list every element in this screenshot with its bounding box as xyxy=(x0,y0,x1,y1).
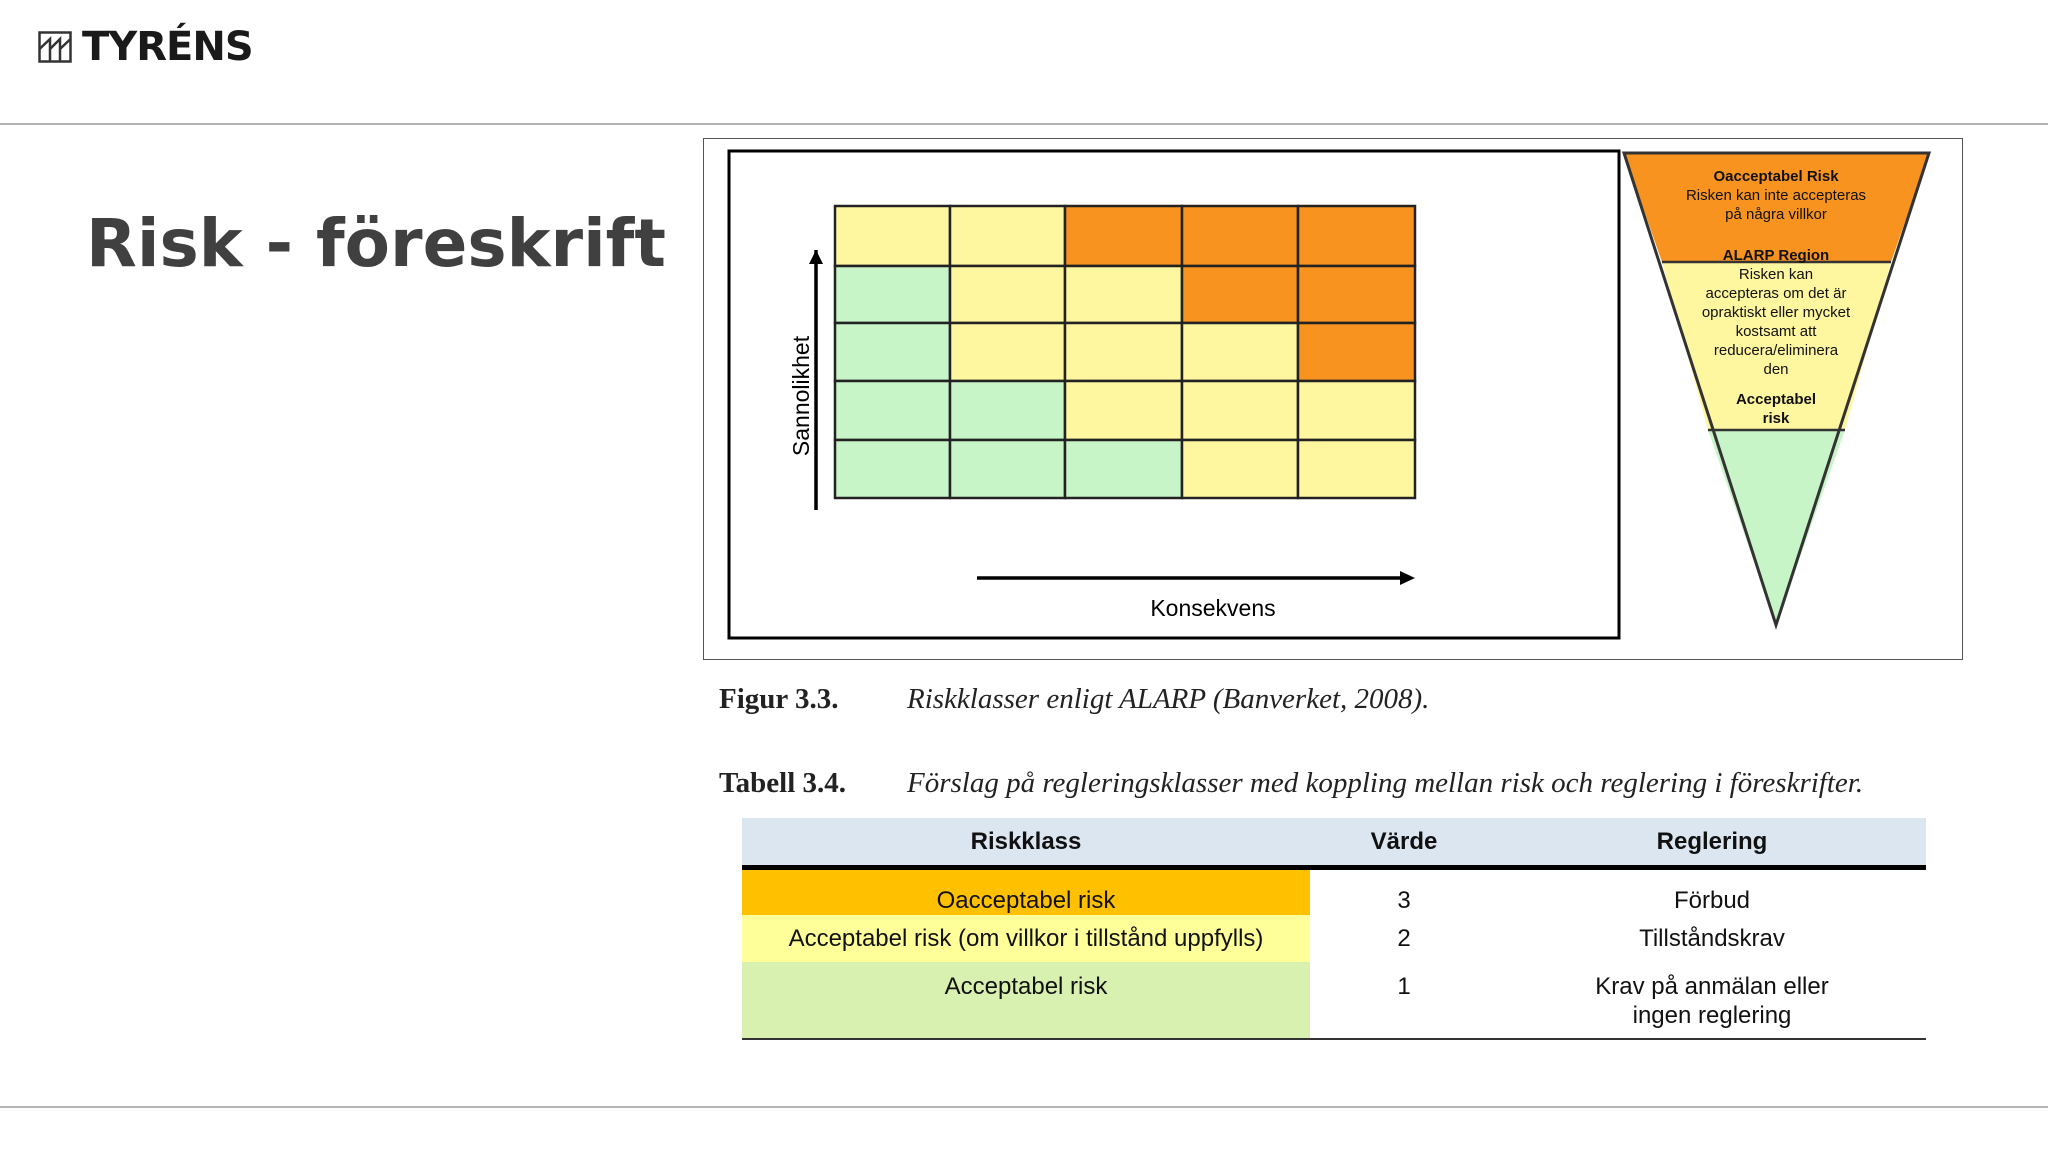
header-reglering: Reglering xyxy=(1498,818,1926,868)
triangle-label-alarp: kostsamt att xyxy=(1735,323,1817,340)
matrix-cell-orange xyxy=(1065,206,1182,266)
matrix-cell-yellow xyxy=(950,323,1065,381)
matrix-cell-yellow xyxy=(835,206,950,266)
triangle-label-alarp: reducera/eliminera xyxy=(1713,342,1839,359)
reglering-cell: Tillståndskrav xyxy=(1639,925,1785,952)
alarp-triangle xyxy=(1624,153,1929,625)
varde-cell: 3 xyxy=(1397,887,1411,914)
varde-cell: 2 xyxy=(1397,925,1411,952)
triangle-label-alarp: Risken kan xyxy=(1738,266,1814,283)
matrix-cell-green xyxy=(835,323,950,381)
matrix-cell-yellow xyxy=(1065,323,1182,381)
matrix-cell-yellow xyxy=(1298,440,1415,498)
reglering-cell: Förbud xyxy=(1673,887,1751,914)
table-row xyxy=(742,962,1926,1039)
matrix-cell-yellow xyxy=(1065,381,1182,440)
table-caption-text: Förslag på regleringsklasser med koppling mellan risk och reglering i föreskrifter. xyxy=(907,767,1864,799)
figure-caption xyxy=(719,683,1429,716)
table-caption-number: Tabell 3.4. xyxy=(719,767,847,799)
table-caption xyxy=(719,767,1863,800)
triangle-label-alarp: den xyxy=(1763,361,1789,378)
matrix-cell-orange xyxy=(1298,323,1415,381)
matrix-cell-green xyxy=(835,266,950,323)
triangle-label-alarp: ALARP Region xyxy=(1722,247,1830,264)
footer-divider xyxy=(0,1106,2048,1108)
triangle-label-unacceptable: Oacceptabel Risk xyxy=(1713,168,1839,185)
table-header-row xyxy=(742,818,1926,868)
x-axis-label: Konsekvens xyxy=(1150,595,1276,621)
header-divider xyxy=(0,123,2048,125)
matrix-cell-yellow xyxy=(950,206,1065,266)
tyrens-logo-icon xyxy=(38,31,72,63)
matrix-cell-yellow xyxy=(1065,266,1182,323)
matrix-cell-green xyxy=(835,381,950,440)
matrix-cell-yellow xyxy=(1182,381,1298,440)
matrix-cell-green xyxy=(950,440,1065,498)
triangle-label-unacceptable: på några villkor xyxy=(1725,206,1827,223)
matrix-cell-orange xyxy=(1298,206,1415,266)
header-riskklass: Riskklass xyxy=(742,818,1310,868)
triangle-label-unacceptable: Risken kan inte accepteras xyxy=(1685,187,1867,204)
alarp-figure xyxy=(703,138,1963,660)
matrix-cell-orange xyxy=(1182,266,1298,323)
triangle-label-acceptable: Acceptabel xyxy=(1735,391,1817,408)
riskklass-cell: Acceptabel risk xyxy=(742,962,1310,1039)
matrix-cell-yellow xyxy=(1298,381,1415,440)
riskklass-cell: Acceptabel risk (om villkor i tillstånd uppfylls) xyxy=(742,915,1310,962)
zone-acceptable xyxy=(1708,430,1845,625)
matrix-cell-orange xyxy=(1298,266,1415,323)
triangle-label-alarp: opraktiskt eller mycket xyxy=(1701,304,1851,321)
reglering-cell: Krav på anmälan eller ingen reglering xyxy=(1498,962,1926,1039)
header-varde: Värde xyxy=(1310,818,1498,868)
table-row xyxy=(742,915,1926,962)
matrix-cell-yellow xyxy=(1182,323,1298,381)
riskklass-cell: Oacceptabel risk xyxy=(742,868,1310,916)
matrix-cell-yellow xyxy=(950,266,1065,323)
figure-caption-number: Figur 3.3. xyxy=(719,683,839,715)
triangle-label-alarp: accepteras om det är xyxy=(1705,285,1847,302)
matrix-cell-orange xyxy=(1182,206,1298,266)
slide-title: Risk - föreskrift xyxy=(86,205,666,282)
triangle-label-acceptable: risk xyxy=(1762,410,1790,427)
matrix-cell-green xyxy=(950,381,1065,440)
risk-matrix xyxy=(835,206,1415,498)
figure-caption-text: Riskklasser enligt ALARP (Banverket, 2008). xyxy=(907,683,1430,715)
brand-logo xyxy=(38,24,253,70)
matrix-cell-yellow xyxy=(1182,440,1298,498)
matrix-cell-green xyxy=(1065,440,1182,498)
brand-name: TYRÉNS xyxy=(82,24,253,70)
y-axis-label: Sannolikhet xyxy=(788,335,814,457)
table-row xyxy=(742,868,1926,916)
matrix-cell-green xyxy=(835,440,950,498)
varde-cell: 1 xyxy=(1310,962,1498,1039)
regulation-table xyxy=(742,818,1926,1040)
